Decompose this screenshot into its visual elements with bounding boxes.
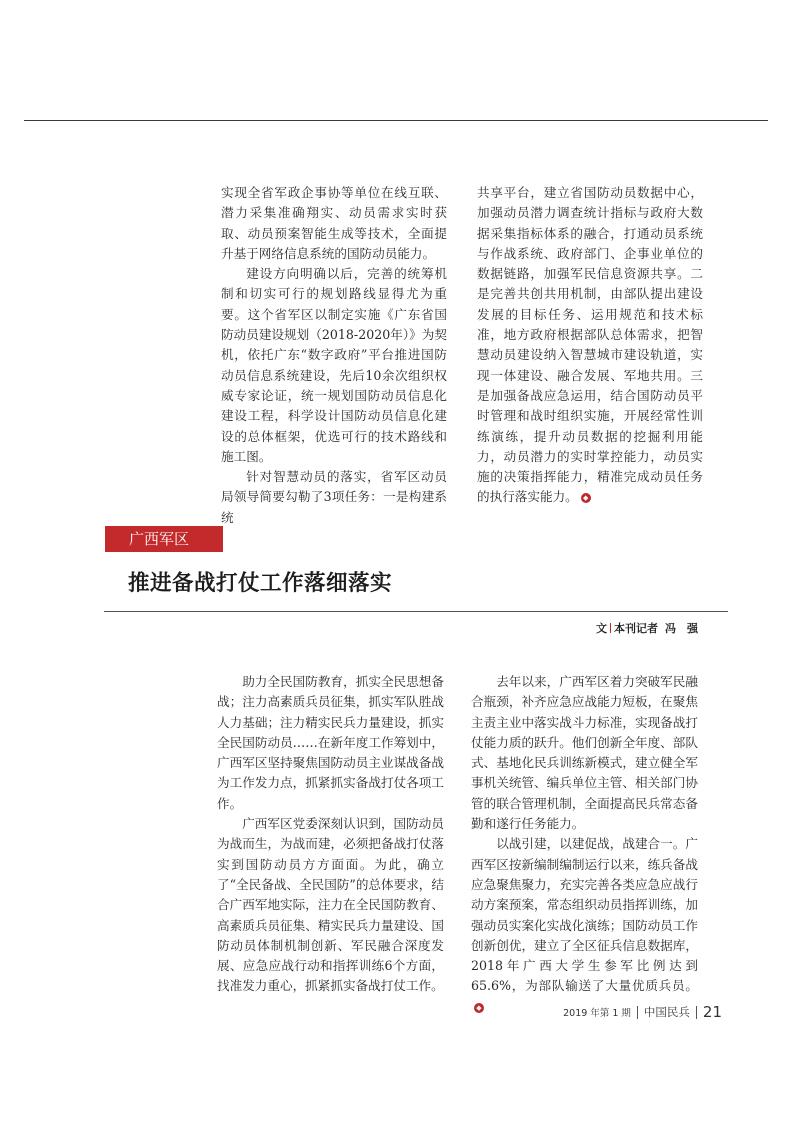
paragraph: 以战引建，以建促战，战建合一。广西军区按新编制编制运行以来，练兵备战应急聚焦聚力，充实完善各类应急应战行动方案预案，常态组织动员指挥训练，加强动员实案化实战化演练；国防动员工作创新创优，建立了全区征兵信息数据库，2018年广西大学生参军比例达到65.6%，为部队输送了大量优质兵员。: [471, 836, 698, 994]
issue-label: 2019 年第 1 期: [563, 1008, 631, 1019]
end-mark-icon: ◆: [474, 1003, 484, 1013]
article-right-column: [471, 672, 698, 1017]
paragraph: 针对智慧动员的落实，省军区动员局领导简要勾勒了3项任务：一是构建系统: [221, 469, 447, 525]
byline-author: 冯 强: [665, 622, 698, 635]
section-tag: 广西军区: [105, 526, 223, 552]
paragraph: 助力全民国防教育，抓实全民思想备战；注力高素质兵员征集，抓实军队胜战人力基础；注力精实民兵力量建设，抓实全民国防动员……在新年度工作筹划中，广西军区坚持聚焦国防动员主业谋战备战为工作发力点，抓紧抓实备战打仗各项工作。: [217, 674, 444, 811]
byline-prefix: 文: [596, 622, 607, 635]
top-rule: [24, 120, 768, 121]
paragraph: 共享平台，建立省国防动员数据中心，加强动员潜力调查统计指标与政府大数据采集指标体系的融合，打通动员系统与作战系统、政府部门、企事业单位的数据链路，加强军民信息资源共享。二是完善共创共用机制，由部队提出建设发展的目标任务、运用规范和技术标准，地方政府根据部队总体需求，把智慧动员建设纳入智慧城市建设轨道，实现一体建设、融合发展、军地共用。三是加强备战应急运用，结合国防动员平时管理和战时组织实施，开展经常性训练演练，提升动员数据的挖掘利用能力，动员潜力的实时掌控能力，动员实施的决策指挥能力，精准完成动员任务的执行落实能力。: [477, 185, 703, 505]
footer-divider: [637, 1006, 638, 1019]
top-left-column: [221, 183, 447, 528]
page-title: 推进备战打仗工作落细落实: [128, 571, 393, 596]
magazine-name: 中国民兵: [643, 1005, 690, 1019]
byline: [596, 620, 698, 636]
paragraph: 建设方向明确以后，完善的统筹机制和切实可行的规划路线显得尤为重要。这个省军区以制定实施《广东省国防动员建设规划（2018-2020年）》为契机，依托广东“数字政府”平台推进国防动员信息系统建设，先后10余次组织权威专家论证，统一规划国防动员信息化建设工程，科学设计国防动员信息化建设的总体框架，优选可行的技术路线和施工图。: [221, 266, 447, 464]
footer-divider: [696, 1006, 697, 1019]
paragraph: 广西军区党委深刻认识到，国防动员为战而生，为战而建，必须把备战打仗落实到国防动员方方面面。为此，确立了“全民备战、全民国防”的总体要求，结合广西军地实际，注力在全民国防教育、高素质兵员征集、精实民兵力量建设、国防动员体制机制创新、军民融合深度发展、应急应战行动和指挥训练6个方面，找准发力重心，抓紧抓实备战打仗工作。: [217, 816, 444, 994]
page-number: 21: [702, 1003, 722, 1021]
paragraph: 去年以来，广西军区着力突破军民融合瓶颈，补齐应急应战能力短板，在聚焦主责主业中落实战斗力标准，实现备战打仗能力质的跃升。他们创新全年度、部队式、基地化民兵训练新模式，建立健全军事机关统管、编兵单位主管、相关部门协管的联合管理机制，全面提高民兵常态备勤和遂行任务能力。: [471, 674, 698, 832]
article-left-column: [217, 672, 444, 997]
page-footer: [563, 1003, 722, 1021]
headline-rule: [104, 611, 728, 612]
top-right-column: [477, 183, 703, 508]
paragraph: 实现全省军政企事协等单位在线互联、潜力采集准确翔实、动员需求实时获取、动员预案智能生成等技术，全面提升基于网络信息系统的国防动员能力。: [221, 185, 447, 261]
end-mark-icon: ◆: [581, 493, 591, 503]
byline-divider: [610, 623, 611, 633]
byline-role: 本刊记者: [614, 622, 658, 635]
